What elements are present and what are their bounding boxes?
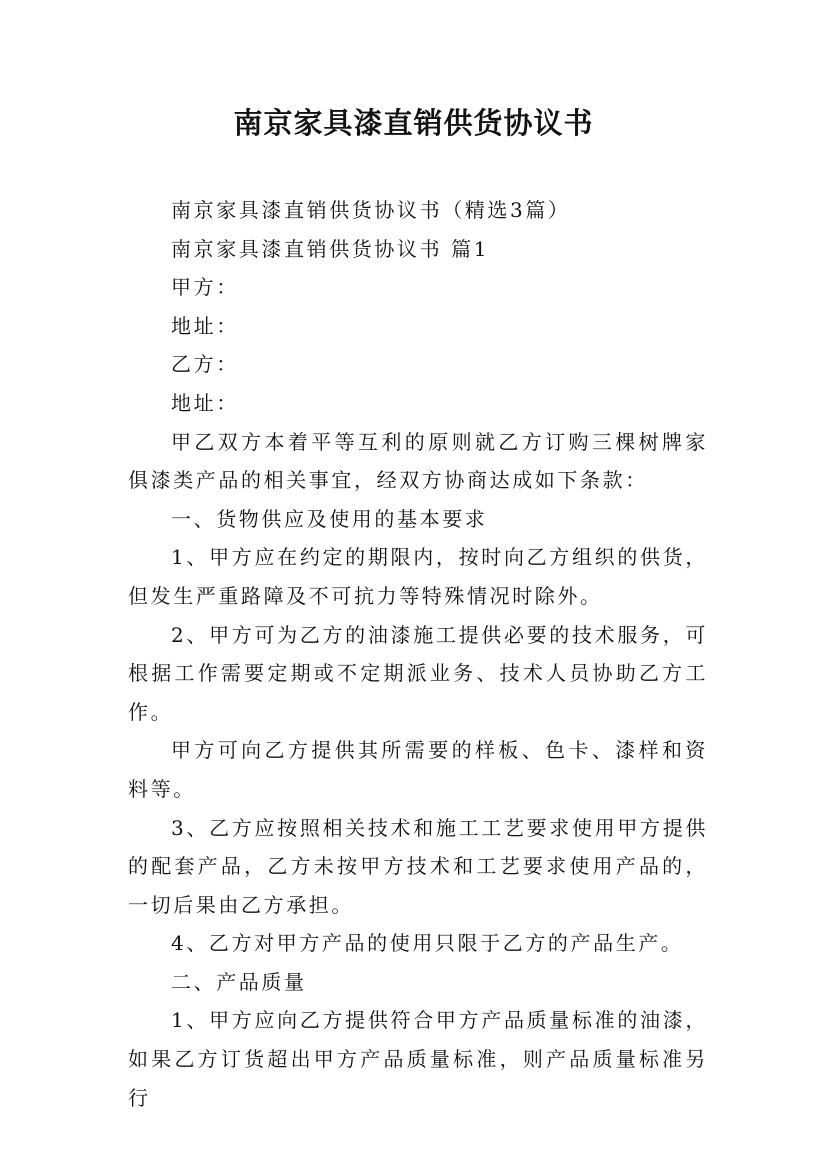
section1-item2-extra: 甲方可向乙方提供其所需要的样板、色卡、漆样和资料等。	[128, 738, 708, 801]
section1-item1: 1、甲方应在约定的期限内，按时向乙方组织的供货，但发生严重路障及不可抗力等特殊情况时除外。	[128, 545, 708, 608]
section1-item3: 3、乙方应按照相关技术和施工工艺要求使用甲方提供的配套产品，乙方未按甲方技术和工艺要求使用产品的，一切后果由乙方承担。	[128, 815, 708, 917]
section1-heading: 一、货物供应及使用的基本要求	[171, 506, 488, 531]
section1-item4: 4、乙方对甲方产品的使用只限于乙方的产品生产。	[171, 931, 684, 956]
document-body	[128, 191, 708, 1117]
section2-heading: 二、产品质量	[171, 969, 307, 994]
party-a-address-label: 地址：	[171, 313, 239, 338]
party-b-label: 乙方：	[171, 352, 239, 377]
section1-item2: 2、甲方可为乙方的油漆施工提供必要的技术服务，可根据工作需要定期或不定期派业务、技术人员协助乙方工作。	[128, 622, 708, 724]
party-a-label: 甲方：	[171, 275, 239, 300]
party-b-address-label: 地址：	[171, 390, 239, 415]
section-heading: 南京家具漆直销供货协议书 篇1	[171, 236, 490, 261]
subtitle: 南京家具漆直销供货协议书（精选3篇）	[171, 198, 571, 222]
document-title: 南京家具漆直销供货协议书	[233, 106, 594, 140]
intro-paragraph: 甲乙双方本着平等互利的原则就乙方订购三棵树牌家俱漆类产品的相关事宜，经双方协商达成如下条款：	[128, 429, 708, 493]
section2-item1: 1、甲方应向乙方提供符合甲方产品质量标准的油漆，如果乙方订货超出甲方产品质量标准，则产品质量标准另行	[128, 1008, 708, 1110]
